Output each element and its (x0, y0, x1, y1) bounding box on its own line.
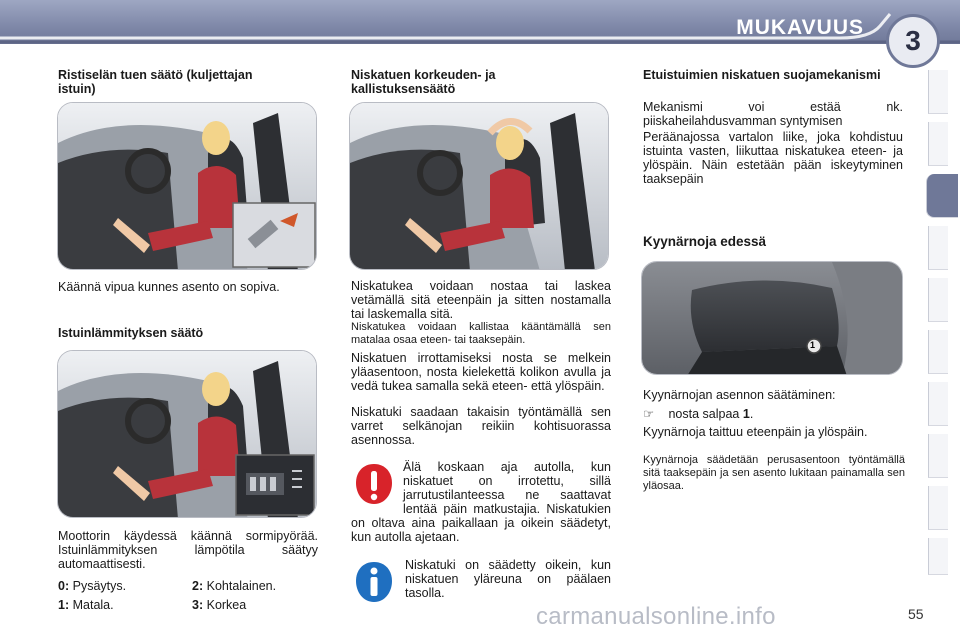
chapter-tab-4[interactable] (928, 226, 948, 270)
warning-text: Älä koskaan aja autolla, kun niskatuet on irrotettu, sillä jarrutustilanteessa ne saattavat lentää päin matkustajia. Niskatukien on oltava aina paikallaan ja oikein säädetyt, kun autolla ajetaan. (351, 460, 611, 544)
legend-item-2 (192, 579, 276, 593)
chapter-title: MUKAVUUS (736, 16, 864, 39)
chapter-tab-2[interactable] (928, 122, 948, 166)
header-bar (0, 0, 960, 44)
watermark: carmanualsonline.info (536, 603, 776, 630)
armrest-p3: Kyynärnoja säädetään perusasentoon työntämällä sitä taaksepäin ja sen asento lukitaan painamalla sen yläosaa. (643, 454, 905, 492)
armrest-bullet-text: nosta salpaa (668, 407, 740, 421)
headrest-illustration (349, 102, 609, 270)
legend-label: Korkea (206, 598, 247, 612)
armrest-p2: Kyynärnoja taittuu eteenpäin ja ylöspäin. (643, 425, 868, 439)
headrest-p1: Niskatukea voidaan nostaa tai laskea vetämällä sitä eteenpäin ja sitten nostamalla tai laskemalla sitä. (351, 279, 611, 321)
warning-icon-spacer (351, 460, 403, 516)
chapter-tab-6[interactable] (928, 330, 948, 374)
legend-key: 0: (58, 579, 70, 593)
info-text: Niskatuki on säädetty oikein, kun niskatuen yläreuna on päälaen tasolla. (405, 558, 611, 600)
armrest-illustration (641, 261, 903, 375)
warning-box (351, 460, 611, 544)
chapter-tab-8[interactable] (928, 434, 948, 478)
legend-key: 1: (58, 598, 70, 612)
chapter-tab-9[interactable] (928, 486, 948, 530)
seat-heating-heading: Istuinlämmityksen säätö (58, 326, 204, 340)
chapter-tab-5[interactable] (928, 278, 948, 322)
legend-label: Kohtalainen. (206, 579, 277, 593)
chapter-tab-10[interactable] (928, 538, 948, 575)
legend-label: Pysäytys. (72, 579, 127, 593)
headrest-p3: Niskatuen irrottamiseksi nosta se melkein yläasentoon, nosta kielekettä kolikon avulla ja vedä tukea samalla sekä eteen- että ylöspäin. (351, 351, 611, 393)
legend-item-0 (58, 579, 126, 593)
legend-key: 2: (192, 579, 204, 593)
seat-heating-text: Moottorin käydessä käännä sormipyörää. Istuinlämmityksen lämpötila säätyy automaattisesti. (58, 529, 318, 571)
armrest-bullet-ref: 1 (742, 407, 750, 421)
anti-whiplash-p1: Mekanismi voi estää nk. piiskaheilahdusvamman syntymisen (643, 100, 903, 128)
chapter-tab-strip (928, 70, 960, 575)
legend-label: Matala. (72, 598, 114, 612)
chapter-tab-3-active[interactable] (926, 174, 958, 218)
legend-item-3 (192, 598, 246, 612)
lumbar-heading: Ristiselän tuen säätö (kuljettajan istuin) (58, 68, 253, 96)
page-number: 55 (908, 606, 924, 622)
legend-item-1 (58, 598, 114, 612)
anti-whiplash-heading: Etuistuimien niskatuen suojamekanismi (643, 68, 881, 82)
chapter-tab-1[interactable] (928, 70, 948, 114)
armrest-bullet: ☞ nosta salpaa 1. (643, 407, 754, 421)
lumbar-caption: Käännä vipua kunnes asento on sopiva. (58, 280, 280, 294)
headrest-heading: Niskatuen korkeuden- ja kallistuksensäätö (351, 68, 496, 96)
seat-heating-illustration (57, 350, 317, 518)
armrest-heading: Kyynärnoja edessä (643, 234, 767, 249)
headrest-p2: Niskatukea voidaan kallistaa kääntämällä sen matalaa osaa eteen- tai taaksepäin. (351, 321, 611, 346)
info-icon (354, 560, 394, 604)
lumbar-illustration (57, 102, 317, 270)
armrest-p1: Kyynärnojan asennon säätäminen: (643, 388, 836, 402)
armrest-callout-1: 1 (810, 340, 816, 350)
legend-key: 3: (192, 598, 204, 612)
anti-whiplash-p2: Peräänajossa vartalon liike, joka kohdistuu istuinta vasten, liikuttaa niskatukea eteen- ja ylöspäin. Näin estetään pään iskeytyminen taaksepäin (643, 130, 903, 186)
bullet-arrow-icon: ☞ (643, 407, 655, 421)
headrest-p4: Niskatuki saadaan takaisin työntämällä sen varret selkänojan reikiin kohtisuorassa asennossa. (351, 405, 611, 447)
chapter-tab-7[interactable] (928, 382, 948, 426)
chapter-number-badge: 3 (886, 14, 940, 68)
